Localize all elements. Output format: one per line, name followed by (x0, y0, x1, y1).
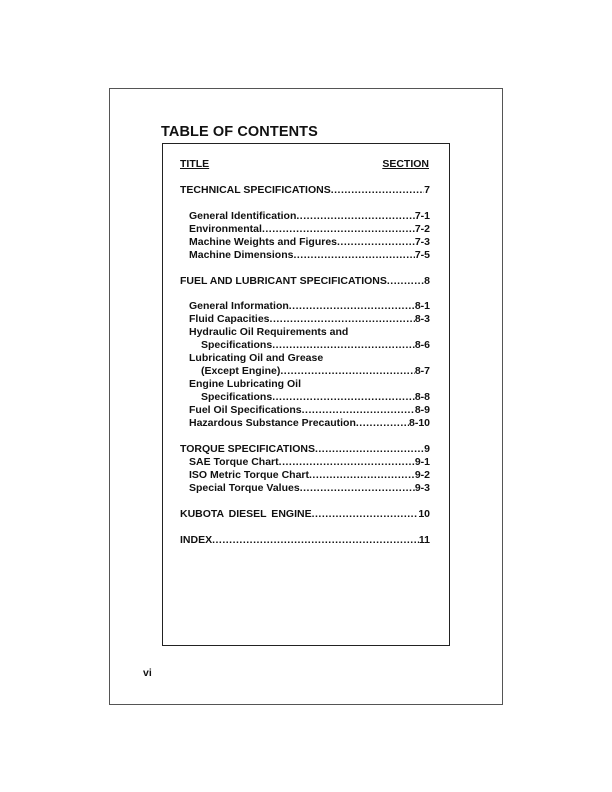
leader-dots (289, 300, 415, 313)
toc-entry-page: 8-7 (414, 365, 430, 377)
column-header-section: SECTION (382, 158, 429, 170)
toc-entry-environmental[interactable] (189, 223, 430, 236)
toc-entry-label: (Except Engine) (201, 365, 281, 377)
toc-entry-general-identification[interactable] (189, 210, 430, 223)
column-header-title: TITLE (180, 158, 210, 170)
toc-entry-page: 7 (424, 184, 430, 196)
leader-dots (337, 236, 415, 249)
toc-entry-page: 9 (424, 443, 430, 455)
toc-entry-label: Engine Lubricating Oil (189, 378, 302, 390)
toc-entry-label: General Information (189, 300, 289, 312)
leader-dots (272, 339, 415, 352)
toc-entry-page: 8-9 (414, 404, 430, 416)
toc-entry-label: Hydraulic Oil Requirements and (189, 326, 349, 338)
toc-entry-lubricating-oil[interactable] (189, 352, 430, 365)
toc-entry-page: 7-5 (414, 249, 430, 261)
toc-entry-label: Specifications (201, 339, 273, 351)
leader-dots (262, 223, 415, 236)
leader-dots (315, 443, 424, 456)
toc-entry-machine-dimensions[interactable] (189, 249, 430, 262)
leader-dots (272, 391, 415, 404)
toc-entry-page: 8-10 (408, 417, 430, 429)
toc-entry-label: Machine Weights and Figures (189, 236, 337, 248)
toc-entry-page: 9-3 (414, 482, 430, 494)
leader-dots (300, 482, 415, 495)
toc-entry-label: Environmental (189, 223, 262, 235)
toc-entry-kubota-diesel[interactable] (180, 508, 430, 521)
leader-dots (331, 184, 424, 197)
toc-entry-page: 8-1 (414, 300, 430, 312)
toc-entry-page: 9-2 (414, 469, 430, 481)
toc-entry-label: Hazardous Substance Precaution (189, 417, 356, 429)
toc-entry-label: Specifications (201, 391, 273, 403)
toc-entry-page: 7-2 (414, 223, 430, 235)
toc-entry-label: TECHNICAL SPECIFICATIONS (180, 184, 331, 196)
toc-entry-label: SAE Torque Chart (189, 456, 279, 468)
toc-entry-technical-specifications[interactable] (180, 184, 430, 197)
toc-entry-page: 8 (424, 275, 430, 287)
toc-entry-fuel-lubricant[interactable] (180, 275, 430, 288)
toc-entry-page: 10 (418, 508, 430, 520)
toc-entry-page: 11 (418, 534, 430, 546)
toc-entry-label: TORQUE SPECIFICATIONS (180, 443, 315, 455)
leader-dots (212, 534, 419, 547)
toc-entry-label: KUBOTA DIESEL ENGINE (180, 508, 312, 520)
leader-dots (387, 275, 424, 288)
leader-dots (296, 210, 414, 223)
toc-entry-torque-specifications[interactable] (180, 443, 430, 456)
toc-entry-label: General Identification (189, 210, 297, 222)
toc-entry-label: ISO Metric Torque Chart (189, 469, 309, 481)
toc-entry-except-engine[interactable] (201, 365, 430, 378)
toc-entry-page: 7-3 (414, 236, 430, 248)
toc-entry-general-information[interactable] (189, 300, 430, 313)
leader-dots (293, 249, 414, 262)
toc-entry-engine-oil-specifications[interactable] (201, 391, 430, 404)
toc-entry-page: 8-3 (414, 313, 430, 325)
leader-dots (279, 456, 415, 469)
leader-dots (312, 508, 419, 521)
toc-entry-label: Machine Dimensions (189, 249, 294, 261)
toc-entry-sae-torque[interactable] (189, 456, 430, 469)
toc-entry-index[interactable] (180, 534, 430, 547)
toc-entry-hazardous-substance[interactable] (189, 417, 430, 430)
leader-dots (302, 404, 415, 417)
leader-dots (309, 469, 415, 482)
leader-dots (270, 313, 415, 326)
toc-entry-special-torque[interactable] (189, 482, 430, 495)
toc-entry-hydraulic-oil-specifications[interactable] (201, 339, 430, 352)
toc-entry-engine-lubricating-oil[interactable] (189, 378, 430, 391)
toc-entry-label: Fuel Oil Specifications (189, 404, 302, 416)
toc-entry-page: 7-1 (414, 210, 430, 222)
toc-entry-label: Fluid Capacities (189, 313, 270, 325)
toc-entry-label: INDEX (180, 534, 213, 546)
toc-entry-fuel-oil[interactable] (189, 404, 430, 417)
toc-entry-hydraulic-oil[interactable] (189, 326, 430, 339)
toc-entry-page: 9-1 (414, 456, 430, 468)
page-number: vi (143, 667, 152, 679)
toc-entry-page: 8-6 (414, 339, 430, 351)
page-title: TABLE OF CONTENTS (161, 124, 318, 140)
toc-entry-label: Lubricating Oil and Grease (189, 352, 324, 364)
toc-entry-fluid-capacities[interactable] (189, 313, 430, 326)
toc-entry-label: Special Torque Values (189, 482, 300, 494)
leader-dots (356, 417, 409, 430)
toc-entry-page: 8-8 (414, 391, 430, 403)
toc-entry-iso-metric-torque[interactable] (189, 469, 430, 482)
toc-entry-machine-weights[interactable] (189, 236, 430, 249)
leader-dots (280, 365, 414, 378)
toc-entry-label: FUEL AND LUBRICANT SPECIFICATIONS (180, 275, 387, 287)
